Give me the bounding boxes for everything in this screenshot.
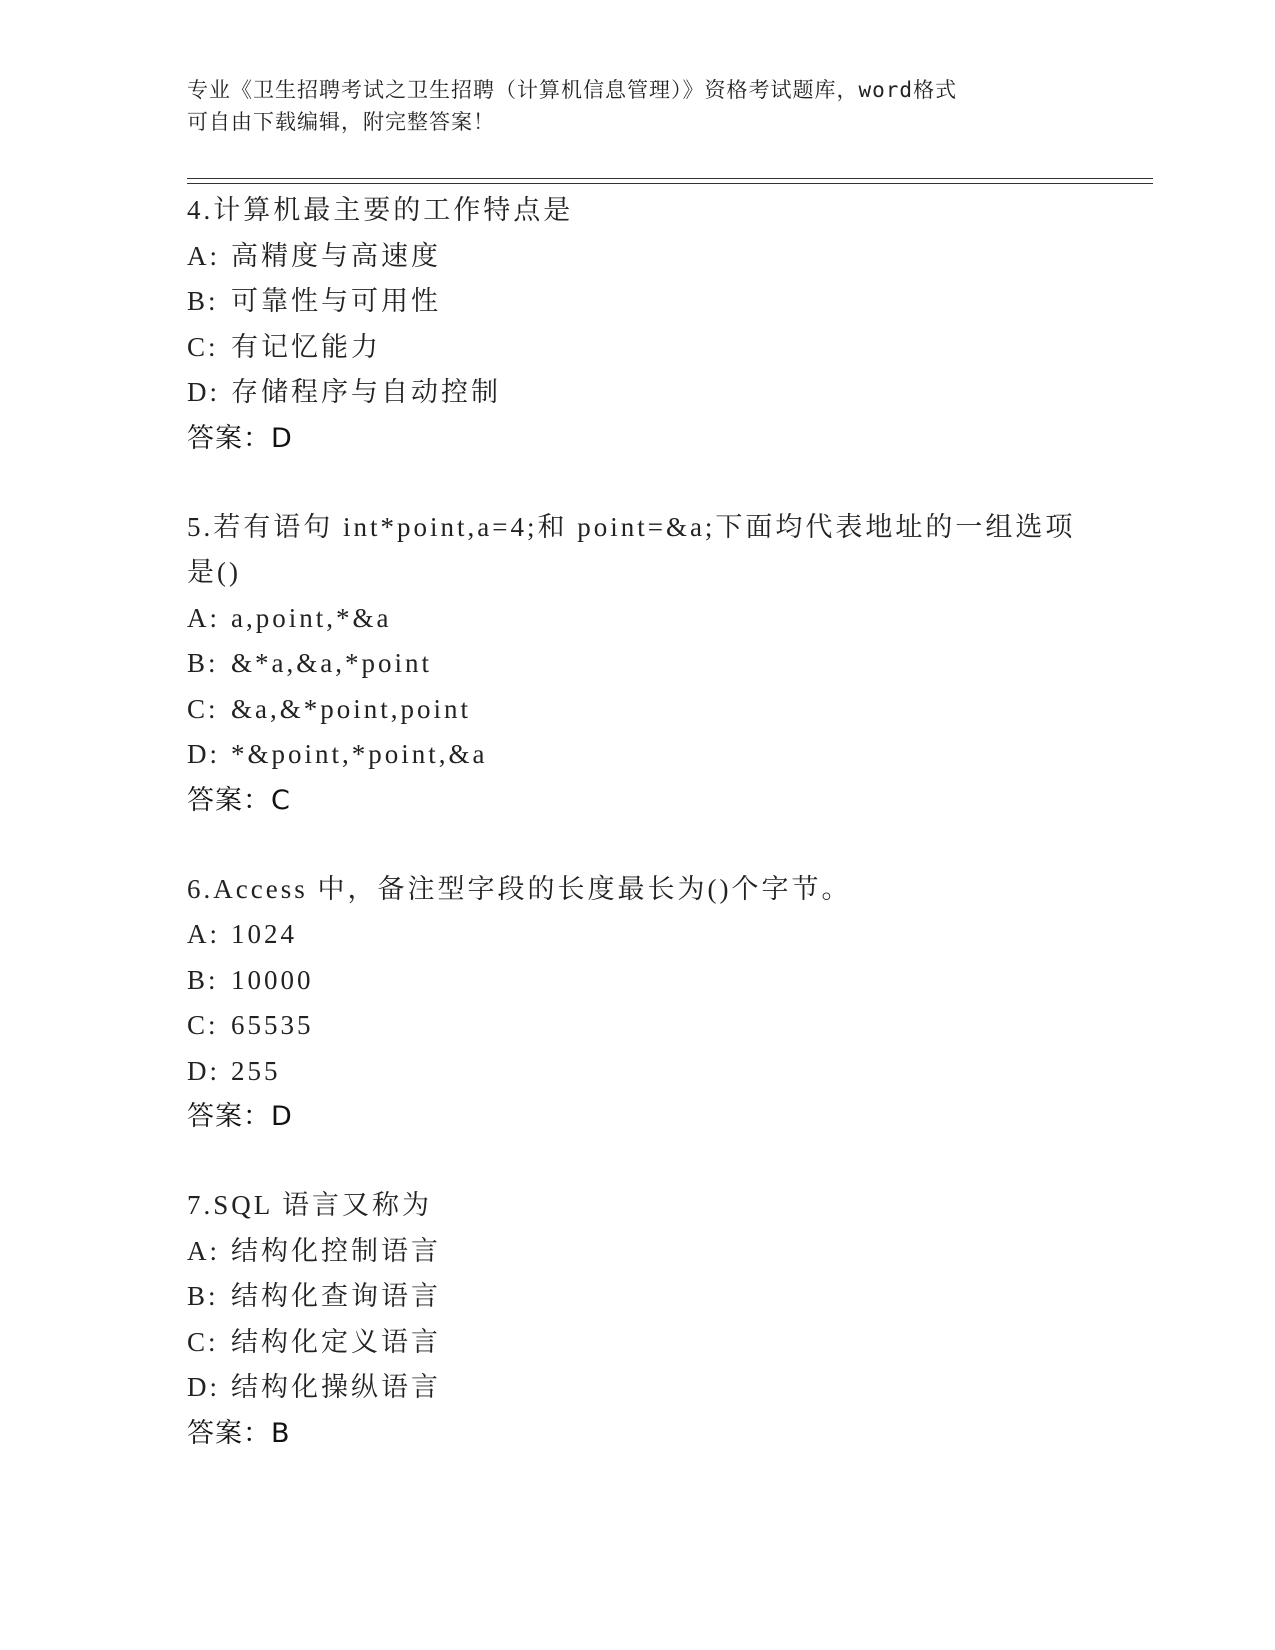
option-text: 结构化控制语言 xyxy=(231,1235,441,1266)
option-text: a,point,*&a xyxy=(231,602,392,633)
option-letter: B: xyxy=(187,1281,219,1311)
option-letter: A: xyxy=(187,1235,220,1266)
document-header xyxy=(187,74,1087,138)
option-b xyxy=(187,958,1087,1004)
option-a xyxy=(187,1229,1087,1275)
option-text: 存储程序与自动控制 xyxy=(231,377,501,407)
option-text: 有记忆能力 xyxy=(231,331,381,362)
question-title xyxy=(187,188,1087,234)
option-letter: C: xyxy=(187,693,219,724)
option-letter: C: xyxy=(187,331,219,362)
option-d xyxy=(187,1049,1087,1095)
question-title xyxy=(187,867,1087,913)
option-text: &*a,&a,*point xyxy=(231,648,432,678)
option-c xyxy=(187,1320,1087,1366)
question-5 xyxy=(187,505,1087,824)
question-title-line: 7.SQL 语言又称为 xyxy=(187,1190,433,1220)
option-text: *&point,*point,&a xyxy=(231,739,488,769)
header-line-2: 可自由下载编辑，附完整答案！ xyxy=(187,110,495,134)
option-text: 255 xyxy=(231,1055,281,1086)
option-text: 可靠性与可用性 xyxy=(231,286,441,316)
header-line-1: 专业《卫生招聘考试之卫生招聘（计算机信息管理）》资格考试题库，word格式 xyxy=(187,78,958,102)
option-letter: C: xyxy=(187,1010,219,1040)
option-text: 10000 xyxy=(231,964,314,995)
option-letter: B: xyxy=(187,964,219,995)
option-letter: D: xyxy=(187,739,220,769)
option-letter: B: xyxy=(187,648,219,678)
option-letter: D: xyxy=(187,1055,220,1086)
question-6 xyxy=(187,867,1087,1141)
option-letter: A: xyxy=(187,240,220,271)
option-text: 结构化查询语言 xyxy=(231,1281,441,1311)
option-letter: D: xyxy=(187,377,220,407)
option-c xyxy=(187,325,1087,371)
option-letter: D: xyxy=(187,1372,220,1402)
option-a xyxy=(187,912,1087,958)
option-c xyxy=(187,1003,1087,1049)
answer-line: 答案：D xyxy=(187,1101,293,1132)
option-a xyxy=(187,234,1087,280)
question-title xyxy=(187,1183,1087,1229)
question-title-line: 4.计算机最主要的工作特点是 xyxy=(187,195,574,225)
answer-line: 答案：B xyxy=(187,1417,291,1449)
option-b xyxy=(187,641,1087,687)
option-d xyxy=(187,732,1087,778)
answer-line: 答案：D xyxy=(187,422,293,454)
answer-line: 答案：C xyxy=(187,784,291,816)
option-b xyxy=(187,279,1087,325)
option-c xyxy=(187,687,1087,733)
option-text: 结构化操纵语言 xyxy=(231,1372,441,1402)
header-divider-bottom xyxy=(187,183,1153,184)
option-text: &a,&*point,point xyxy=(231,693,471,724)
option-text: 结构化定义语言 xyxy=(231,1326,441,1357)
question-title-line: 6.Access 中，备注型字段的长度最长为()个字节。 xyxy=(187,873,852,904)
option-d xyxy=(187,370,1087,416)
question-title-line: 是() xyxy=(187,557,241,587)
question-7 xyxy=(187,1183,1087,1457)
question-title-line: 5.若有语句 int*point,a=4;和 point=&a;下面均代表地址的一组选项 xyxy=(187,511,1076,542)
option-text: 65535 xyxy=(231,1010,314,1040)
header-divider-top xyxy=(187,178,1153,179)
option-letter: A: xyxy=(187,602,220,633)
question-title xyxy=(187,505,1087,596)
question-4 xyxy=(187,188,1087,462)
option-letter: B: xyxy=(187,286,219,316)
option-text: 1024 xyxy=(231,919,297,949)
option-letter: C: xyxy=(187,1326,219,1357)
option-b xyxy=(187,1274,1087,1320)
option-text: 高精度与高速度 xyxy=(231,240,441,271)
option-letter: A: xyxy=(187,919,220,949)
option-a xyxy=(187,596,1087,642)
option-d xyxy=(187,1365,1087,1411)
question-list xyxy=(187,188,1087,1500)
